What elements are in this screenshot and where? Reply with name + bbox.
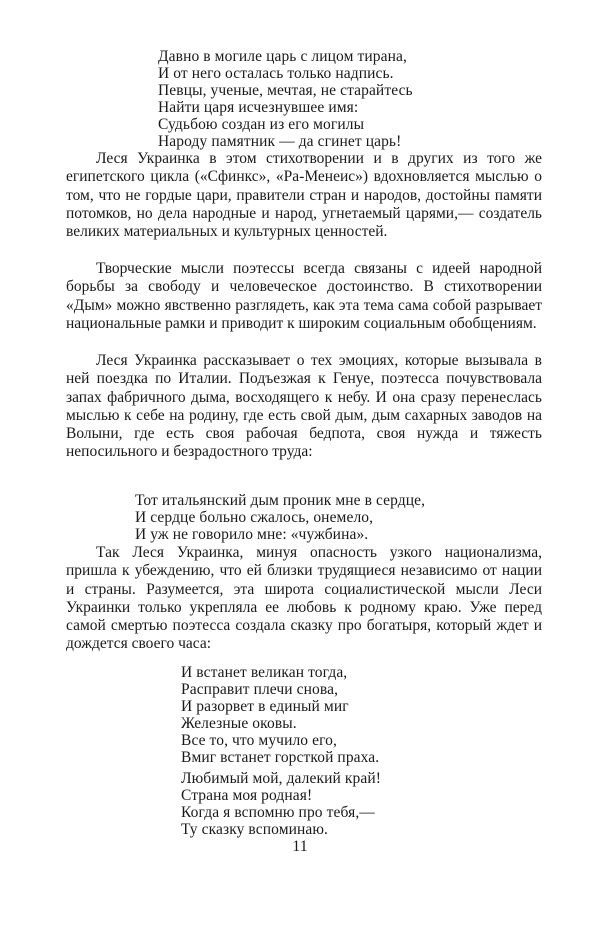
paragraph-italy-trip: Леся Украинка рассказывает о тех эмоциях, которые вызывала в ней поездка по Италии. Подъезжая к Генуе, поэтесса почувствовала запах фабричного дыма, восходящего к небу. И она сразу перенеслась мыслью к себе на родину, где есть свой дым, дым сахарных заводов на Волыни, где есть своя рабочая бедпота, своя нужда и тяжесть непосильного и безрадостного труда:	[66, 352, 542, 461]
poem-line: Народу памятник — да сгинет царь!	[158, 133, 402, 150]
poem-line: Расправит плечи снова,	[181, 681, 339, 698]
poem-line: И от него осталась только надпись.	[158, 65, 394, 82]
paragraph-nationalism: Так Леся Украинка, минуя опасность узкого национализма, пришла к убеждению, что ей близки трудящиеся независимо от нации и страны. Разумеется, эта широта социалистической мысли Леси Украинки только укрепляла ее любовь к родному краю. Уже перед самой смертью поэтесса создала сказку про богатыря, который ждет и дождется своего часа:	[66, 544, 542, 653]
poem-line: Найти царя исчезнувшее имя:	[158, 99, 359, 116]
poem-stanza-smoke	[135, 492, 425, 543]
poem-line: Когда я вспомню про тебя,—	[181, 804, 375, 821]
poem-line: Железные оковы.	[181, 715, 297, 732]
poem-line: Тот итальянский дым проник мне в сердце,	[135, 492, 426, 509]
paragraph-egyptian-cycle: Леся Украинка в этом стихотворении и в других из того же египетского цикла («Сфинкс», «Ра-Менеис») вдохновляется мыслью о том, что не гордые цари, правители стран и народов, достойны памяти потомков, но дела народные и народ, угнетаемый царями,— создатель великих материальных и культурных ценностей.	[66, 150, 542, 241]
poem-line: И разорвет в единый миг	[181, 698, 349, 715]
paragraph-creative-thoughts: Творческие мысли поэтессы всегда связаны с идеей народной борьбы за свободу и человеческое достоинство. В стихотворении «Дым» можно явственно разглядеть, как эта тема сама собой разрывает национальные рамки и приводит к широким социальным обобщениям.	[66, 260, 542, 332]
poem-line: Судьбою создан из его могилы	[158, 116, 365, 133]
poem-line: Давно в могиле царь с лицом тирана,	[158, 48, 407, 65]
poem-line: Страна моя родная!	[181, 787, 313, 804]
poem-line: И сердце больно сжалось, онемело,	[135, 509, 374, 526]
poem-line: Все то, что мучило его,	[181, 732, 338, 749]
poem-line: И уж не говорило мне: «чужбина».	[135, 526, 369, 543]
poem-line: Ту сказку вспоминаю.	[181, 821, 329, 838]
poem-stanza-egyptian	[158, 48, 413, 150]
poem-stanza-giant	[181, 664, 379, 766]
page-number: 11	[292, 838, 308, 855]
poem-line: Певцы, ученые, мечтая, не старайтесь	[158, 82, 413, 99]
poem-stanza-homeland	[181, 770, 381, 838]
poem-line: И встанет великан тогда,	[181, 664, 348, 681]
poem-line: Вмиг встанет горсткой праха.	[181, 749, 380, 766]
poem-line: Любимый мой, далекий край!	[181, 770, 381, 787]
